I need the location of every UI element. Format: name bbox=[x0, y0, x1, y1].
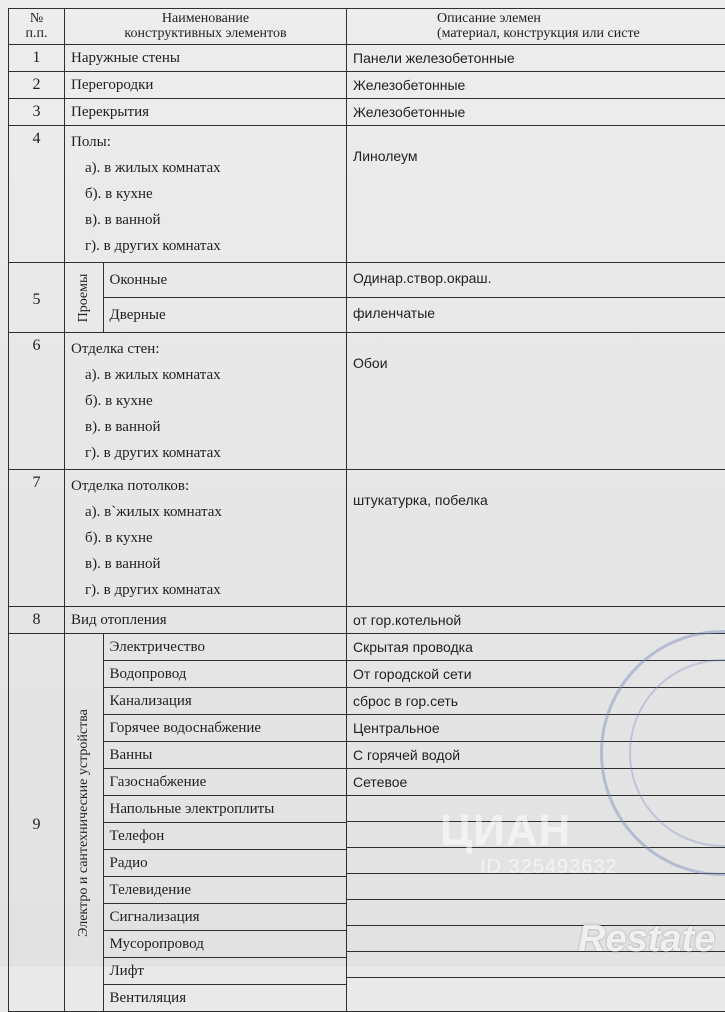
table-row bbox=[9, 470, 725, 607]
header-name: Наименование конструктивных элементов bbox=[65, 9, 347, 45]
utility-value: С горячей водой bbox=[347, 742, 725, 769]
row-subitem: г). в других комнатах bbox=[71, 577, 340, 603]
utility-value bbox=[347, 978, 725, 1004]
row-subitem: б). в кухне bbox=[71, 525, 340, 551]
row-value: Железобетонные bbox=[347, 72, 725, 99]
utility-name: Электричество bbox=[103, 634, 346, 661]
row-value: Панели железобетонные bbox=[347, 45, 725, 72]
row-title: Полы: bbox=[71, 129, 340, 155]
row-subitem: а). в`жилых комнатах bbox=[71, 499, 340, 525]
row-value: Железобетонные bbox=[347, 99, 725, 126]
row-subitem: г). в других комнатах bbox=[71, 233, 340, 259]
subrow-name: Оконные bbox=[103, 263, 346, 298]
utility-name: Водопровод bbox=[103, 661, 346, 688]
row-num: 2 bbox=[9, 72, 65, 99]
row-title: Отделка потолков: bbox=[71, 473, 340, 499]
utility-name: Горячее водоснабжение bbox=[103, 715, 346, 742]
subrow-value: филенчатые bbox=[347, 297, 725, 331]
utility-name: Вентиляция bbox=[103, 985, 346, 1012]
group-label: Проемы bbox=[65, 263, 103, 332]
row-name bbox=[65, 126, 347, 263]
utility-name: Мусоропровод bbox=[103, 931, 346, 958]
row-value bbox=[347, 263, 725, 333]
row-num: 7 bbox=[9, 470, 65, 607]
row-num: 4 bbox=[9, 126, 65, 263]
row-num: 8 bbox=[9, 607, 65, 634]
row-subitem: а). в жилых комнатах bbox=[71, 362, 340, 388]
utility-name: Канализация bbox=[103, 688, 346, 715]
row-name bbox=[65, 470, 347, 607]
cian-id-watermark: ID 325493632 bbox=[480, 856, 618, 879]
row-subitem: в). в ванной bbox=[71, 551, 340, 577]
restate-watermark: Restate bbox=[578, 918, 715, 961]
group-label: Электро и сантехнические устройства bbox=[65, 634, 103, 1011]
row-name bbox=[65, 333, 347, 470]
row-name bbox=[65, 634, 347, 1012]
cian-watermark: ЦИАН bbox=[440, 806, 571, 856]
header-num: № п.п. bbox=[9, 9, 65, 45]
utility-name: Сигнализация bbox=[103, 904, 346, 931]
row-subitem: а). в жилых комнатах bbox=[71, 155, 340, 181]
row-name bbox=[65, 263, 347, 333]
utility-name: Телефон bbox=[103, 823, 346, 850]
row-num: 5 bbox=[9, 263, 65, 333]
table-row bbox=[9, 72, 725, 99]
table-row bbox=[9, 99, 725, 126]
table-row bbox=[9, 333, 725, 470]
row-name: Вид отопления bbox=[65, 607, 347, 634]
table-row bbox=[9, 263, 725, 333]
row-name: Перегородки bbox=[65, 72, 347, 99]
table-row bbox=[9, 45, 725, 72]
utility-value: Скрытая проводка bbox=[347, 634, 725, 661]
utility-name: Лифт bbox=[103, 958, 346, 985]
row-num: 1 bbox=[9, 45, 65, 72]
utility-name: Ванны bbox=[103, 742, 346, 769]
row-value: Линолеум bbox=[347, 126, 725, 263]
utility-name: Телевидение bbox=[103, 877, 346, 904]
table-row bbox=[9, 126, 725, 263]
utility-value: От городской сети bbox=[347, 661, 725, 688]
row-subitem: в). в ванной bbox=[71, 414, 340, 440]
table-row bbox=[9, 607, 725, 634]
subrow-name: Дверные bbox=[103, 298, 346, 333]
row-value: штукатурка, побелка bbox=[347, 470, 725, 607]
row-subitem: б). в кухне bbox=[71, 388, 340, 414]
header-description: Описание элемен (материал, конструкция или систе bbox=[347, 9, 725, 45]
utility-value: сброс в гор.сеть bbox=[347, 688, 725, 715]
row-value: Обои bbox=[347, 333, 725, 470]
row-num: 3 bbox=[9, 99, 65, 126]
row-subitem: в). в ванной bbox=[71, 207, 340, 233]
utility-name: Газоснабжение bbox=[103, 769, 346, 796]
row-num: 9 bbox=[9, 634, 65, 1012]
row-title: Отделка стен: bbox=[71, 336, 340, 362]
subrow-value: Одинар.створ.окраш. bbox=[347, 263, 725, 297]
row-num: 6 bbox=[9, 333, 65, 470]
row-name: Наружные стены bbox=[65, 45, 347, 72]
row-name: Перекрытия bbox=[65, 99, 347, 126]
utility-name: Радио bbox=[103, 850, 346, 877]
utility-value: Сетевое bbox=[347, 769, 725, 796]
table-header-row bbox=[9, 9, 725, 45]
row-subitem: г). в других комнатах bbox=[71, 440, 340, 466]
row-subitem: б). в кухне bbox=[71, 181, 340, 207]
utility-name: Напольные электроплиты bbox=[103, 796, 346, 823]
utility-value: Центральное bbox=[347, 715, 725, 742]
row-value: от гор.котельной bbox=[347, 607, 725, 634]
